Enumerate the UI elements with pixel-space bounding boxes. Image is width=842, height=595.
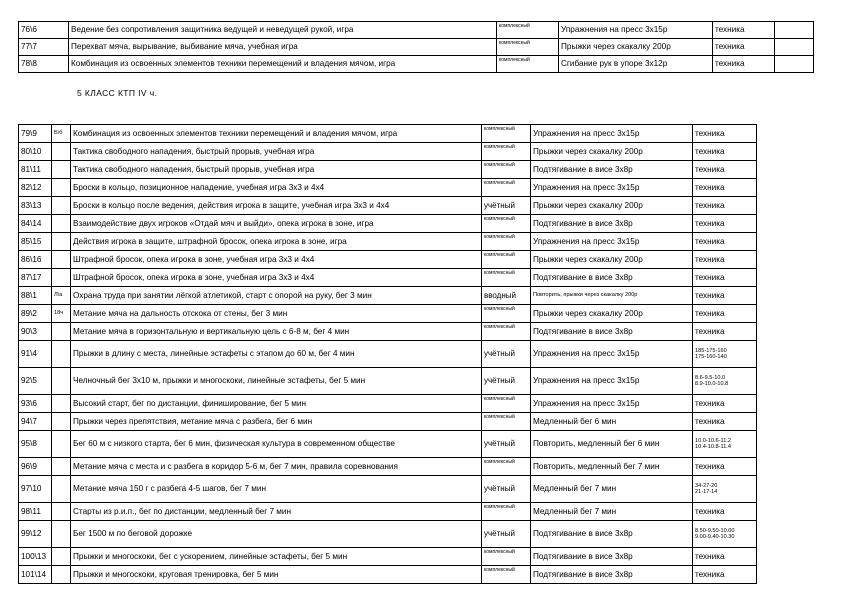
table-row: [19, 323, 757, 341]
control-value: 8.6-9.5-10.0: [695, 374, 726, 381]
empty-cell: [775, 39, 814, 56]
lesson-topic: Прыжки через препятствия, метание мяча с разбега, бег 6 мин: [71, 413, 482, 431]
section-label: [52, 323, 71, 341]
lesson-number: 79\9: [19, 125, 52, 143]
control: [693, 341, 757, 368]
homework: Прыжки через скакалку 200р: [531, 305, 693, 323]
homework: Упражнения на пресс 3х15р: [531, 125, 693, 143]
control: [693, 458, 757, 476]
table-row: [19, 341, 757, 368]
table-row: [19, 197, 757, 215]
lesson-number: 84\14: [19, 215, 52, 233]
lesson-topic: Охрана труда при занятии лёгкой атлетикой, старт с опорой на руку, бег 3 мин: [71, 287, 482, 305]
lesson-type: комплексный: [482, 323, 531, 341]
lesson-number: 94\7: [19, 413, 52, 431]
table-row: [19, 395, 757, 413]
lesson-plan-table: [18, 124, 757, 584]
lesson-topic: Комбинация из освоенных элементов техники перемещений и владения мячом, игра: [71, 125, 482, 143]
control: [693, 503, 757, 521]
lesson-type: комплексный: [482, 125, 531, 143]
lesson-number: 89\2: [19, 305, 52, 323]
control: [693, 431, 757, 458]
control: [693, 548, 757, 566]
control-value: техника: [695, 164, 725, 174]
table-row: [19, 566, 757, 584]
section-label: [52, 251, 71, 269]
control-value: техника: [695, 182, 725, 192]
lesson-type: комплексный: [482, 395, 531, 413]
control-value: техника: [695, 551, 725, 561]
section-label: [52, 521, 71, 548]
table-row: [19, 476, 757, 503]
lesson-topic: Броски в кольцо, позиционное нападение, учебная игра 3х3 и 4х4: [71, 179, 482, 197]
table-row: [19, 251, 757, 269]
section-label: [52, 458, 71, 476]
control: [693, 269, 757, 287]
control-value: 9.00-9.40-10.30: [695, 534, 735, 540]
lesson-topic: Действия игрока в защите, штрафной бросок, опека игрока в зоне, игра: [71, 233, 482, 251]
lesson-type: учётный: [482, 476, 531, 503]
control-value: техника: [695, 236, 725, 246]
control-value: техника: [695, 128, 725, 138]
lesson-topic: Штрафной бросок, опека игрока в зоне, учебная игра 3х3 и 4х4: [71, 269, 482, 287]
section-label: [52, 476, 71, 503]
table-row: [19, 548, 757, 566]
control: [693, 215, 757, 233]
control: [693, 395, 757, 413]
section-label: [52, 233, 71, 251]
control-value: техника: [695, 146, 725, 156]
lesson-topic: Броски в кольцо после ведения, действия игрока в защите, учебная игра 3х3 и 4х4: [71, 197, 482, 215]
section-label: [52, 341, 71, 368]
lesson-type: комплексный: [482, 179, 531, 197]
lesson-topic: Перехват мяча, вырывание, выбивание мяча, учебная игра: [69, 39, 497, 56]
class-heading: 5 КЛАСС КТП IV ч.: [77, 88, 158, 98]
homework: Прыжки через скакалку 200р: [531, 143, 693, 161]
lesson-type: комплексный: [482, 161, 531, 179]
lesson-topic: Метание мяча в горизонтальную и вертикальную цель с 6-8 м, бег 4 мин: [71, 323, 482, 341]
section-label: [52, 161, 71, 179]
lesson-topic: Ведение без сопротивления защитника ведущей и неведущей рукой, игра: [69, 22, 497, 39]
lesson-number: 92\5: [19, 368, 52, 395]
section-label: [52, 548, 71, 566]
table-row: [19, 305, 757, 323]
control: техника: [713, 39, 775, 56]
section-label: [52, 269, 71, 287]
homework: Медленный бег 6 мин: [531, 413, 693, 431]
lesson-number: 93\6: [19, 395, 52, 413]
homework: Упражнения на пресс 3х15р: [531, 341, 693, 368]
table-row: [19, 503, 757, 521]
control: [693, 323, 757, 341]
lesson-topic: Тактика свободного нападения, быстрый прорыв, учебная игра: [71, 161, 482, 179]
control-value: 34-27-20: [695, 482, 718, 489]
homework: Медленный бег 7 мин: [531, 476, 693, 503]
section-label: [52, 413, 71, 431]
lesson-topic: Прыжки в длину с места, линейные эстафеты с этапом до 60 м, бег 4 мин: [71, 341, 482, 368]
homework: Подтягивание в висе 3х8р: [531, 161, 693, 179]
section-label: Б\б: [52, 125, 71, 143]
lesson-topic: Комбинация из освоенных элементов техники перемещений и владения мячом, игра: [69, 56, 497, 73]
control: [693, 161, 757, 179]
control: техника: [713, 22, 775, 39]
lesson-number: 99\12: [19, 521, 52, 548]
lesson-topic: Челночный бег 3х10 м, прыжки и многоскоки, линейные эстафеты, бег 5 мин: [71, 368, 482, 395]
section-label: [52, 179, 71, 197]
section-label: [52, 368, 71, 395]
control-value: 185-175-160: [695, 347, 727, 354]
table-row: [19, 413, 757, 431]
control: [693, 143, 757, 161]
section-label: [52, 566, 71, 584]
lesson-number: 97\10: [19, 476, 52, 503]
previous-lessons-table: [18, 21, 814, 73]
table-row: [19, 287, 757, 305]
homework: Прыжки через скакалку 200р: [559, 39, 713, 56]
lesson-topic: Прыжки и многоскоки, круговая тренировка, бег 5 мин: [71, 566, 482, 584]
table-row: [19, 368, 757, 395]
control-value: техника: [695, 506, 725, 516]
control: [693, 251, 757, 269]
homework: Повторить, медленный бег 7 мин: [531, 458, 693, 476]
section-label: [52, 215, 71, 233]
homework: Повторить, медленный бег 6 мин: [531, 431, 693, 458]
lesson-type: комплексный: [482, 215, 531, 233]
lesson-type: комплексный: [482, 143, 531, 161]
control-value: 10.0-10.6-11.2: [695, 437, 731, 444]
lesson-number: 85\15: [19, 233, 52, 251]
lesson-number: 98\11: [19, 503, 52, 521]
lesson-type: учётный: [482, 341, 531, 368]
homework: Подтягивание в висе 3х8р: [531, 521, 693, 548]
homework: Сгибание рук в упоре 3х12р: [559, 56, 713, 73]
homework: Подтягивание в висе 3х8р: [531, 323, 693, 341]
lesson-type: комплексный: [482, 458, 531, 476]
lesson-topic: Взаимодействие двух игроков «Отдай мяч и выйди», опека игрока в зоне, игра: [71, 215, 482, 233]
control-value: техника: [695, 200, 725, 210]
homework: Медленный бег 7 мин: [531, 503, 693, 521]
control-value: техника: [695, 254, 725, 264]
table-row: [19, 22, 814, 39]
table-row: [19, 431, 757, 458]
control: [693, 287, 757, 305]
control-value: техника: [695, 398, 725, 408]
table-row: [19, 39, 814, 56]
lesson-type: учётный: [482, 521, 531, 548]
lesson-topic: Метание мяча с места и с разбега в коридор 5-6 м, бег 7 мин, правила соревнования: [71, 458, 482, 476]
lesson-type: комплексный: [482, 413, 531, 431]
lesson-type: учётный: [482, 431, 531, 458]
table-row: [19, 143, 757, 161]
empty-cell: [775, 22, 814, 39]
table-row: [19, 521, 757, 548]
control: [693, 233, 757, 251]
lesson-number: 96\9: [19, 458, 52, 476]
homework: Подтягивание в висе 3х8р: [531, 566, 693, 584]
lesson-number: 87\17: [19, 269, 52, 287]
control-value: 21-17-14: [695, 489, 718, 495]
lesson-number: 78\8: [19, 56, 69, 73]
control-value: техника: [695, 416, 725, 426]
lesson-type: учётный: [482, 197, 531, 215]
control: [693, 179, 757, 197]
control: [693, 566, 757, 584]
lesson-topic: Метание мяча на дальность отскока от стены, бег 3 мин: [71, 305, 482, 323]
lesson-type: комплексный: [482, 269, 531, 287]
lesson-number: 95\8: [19, 431, 52, 458]
control: [693, 521, 757, 548]
control: [693, 305, 757, 323]
homework: Прыжки через скакалку 200р: [531, 251, 693, 269]
lesson-number: 88\1: [19, 287, 52, 305]
section-label: Л\а: [52, 287, 71, 305]
table-row: [19, 269, 757, 287]
control-value: техника: [695, 218, 725, 228]
homework: Упражнения на пресс 3х15р: [531, 233, 693, 251]
lesson-type: комплексный: [497, 56, 559, 73]
homework: Упражнения на пресс 3х15р: [531, 368, 693, 395]
control: техника: [713, 56, 775, 73]
homework: Упражнения на пресс 3х15р: [531, 395, 693, 413]
lesson-type: комплексный: [497, 22, 559, 39]
lesson-number: 77\7: [19, 39, 69, 56]
table-row: [19, 179, 757, 197]
lesson-type: комплексный: [482, 548, 531, 566]
lesson-number: 81\11: [19, 161, 52, 179]
section-label: [52, 503, 71, 521]
lesson-topic: Бег 1500 м по беговой дорожке: [71, 521, 482, 548]
lesson-topic: Метание мяча 150 г с разбега 4-5 шагов, бег 7 мин: [71, 476, 482, 503]
lesson-topic: Тактика свободного нападения, быстрый прорыв, учебная игра: [71, 143, 482, 161]
control: [693, 197, 757, 215]
homework: Подтягивание в висе 3х8р: [531, 215, 693, 233]
lesson-number: 80\10: [19, 143, 52, 161]
section-label: 18ч: [52, 305, 71, 323]
table-row: [19, 215, 757, 233]
table-row: [19, 161, 757, 179]
lesson-topic: Бег 60 м с низкого старта, бег 6 мин, физическая культура в современном обществе: [71, 431, 482, 458]
lesson-type: комплексный: [497, 39, 559, 56]
homework: Подтягивание в висе 3х8р: [531, 548, 693, 566]
section-label: [52, 143, 71, 161]
section-label: [52, 197, 71, 215]
control-value: 8.50-9.50-10.00: [695, 527, 735, 534]
control-value: техника: [695, 326, 725, 336]
table-row: [19, 458, 757, 476]
lesson-number: 82\12: [19, 179, 52, 197]
lesson-type: комплексный: [482, 251, 531, 269]
lesson-type: комплексный: [482, 233, 531, 251]
control-value: техника: [695, 272, 725, 282]
lesson-number: 76\6: [19, 22, 69, 39]
empty-cell: [775, 56, 814, 73]
lesson-topic: Старты из р.и.п., бег по дистанции, медленный бег 7 мин: [71, 503, 482, 521]
control-value: 10.4-10.8-11.4: [695, 444, 731, 450]
lesson-number: 101\14: [19, 566, 52, 584]
section-label: [52, 395, 71, 413]
homework: Подтягивание в висе 3х8р: [531, 269, 693, 287]
table-row: [19, 56, 814, 73]
lesson-number: 90\3: [19, 323, 52, 341]
control-value: 175-160-140: [695, 354, 727, 360]
lesson-number: 91\4: [19, 341, 52, 368]
lesson-number: 100\13: [19, 548, 52, 566]
lesson-topic: Высокий старт, бег по дистанции, финиширование, бег 5 мин: [71, 395, 482, 413]
lesson-type: вводный: [482, 287, 531, 305]
control-value: техника: [695, 308, 725, 318]
lesson-number: 83\13: [19, 197, 52, 215]
control-value: техника: [695, 461, 725, 471]
homework: Повторить, прыжки через скакалку 200р: [531, 287, 693, 305]
control: [693, 476, 757, 503]
control: [693, 125, 757, 143]
lesson-type: комплексный: [482, 503, 531, 521]
control-value: 8.9-10.0-10.8: [695, 381, 729, 387]
lesson-topic: Прыжки и многоскоки, бег с ускорением, линейные эстафеты, бег 5 мин: [71, 548, 482, 566]
table-row: [19, 125, 757, 143]
lesson-type: комплексный: [482, 305, 531, 323]
lesson-type: комплексный: [482, 566, 531, 584]
homework: Упражнения на пресс 3х15р: [559, 22, 713, 39]
lesson-type: учётный: [482, 368, 531, 395]
control-value: техника: [695, 290, 725, 300]
lesson-topic: Штрафной бросок, опека игрока в зоне, учебная игра 3х3 и 4х4: [71, 251, 482, 269]
control: [693, 413, 757, 431]
homework: Упражнения на пресс 3х15р: [531, 179, 693, 197]
homework: Прыжки через скакалку 200р: [531, 197, 693, 215]
table-row: [19, 233, 757, 251]
section-label: [52, 431, 71, 458]
control-value: техника: [695, 569, 725, 579]
control: [693, 368, 757, 395]
lesson-number: 86\16: [19, 251, 52, 269]
